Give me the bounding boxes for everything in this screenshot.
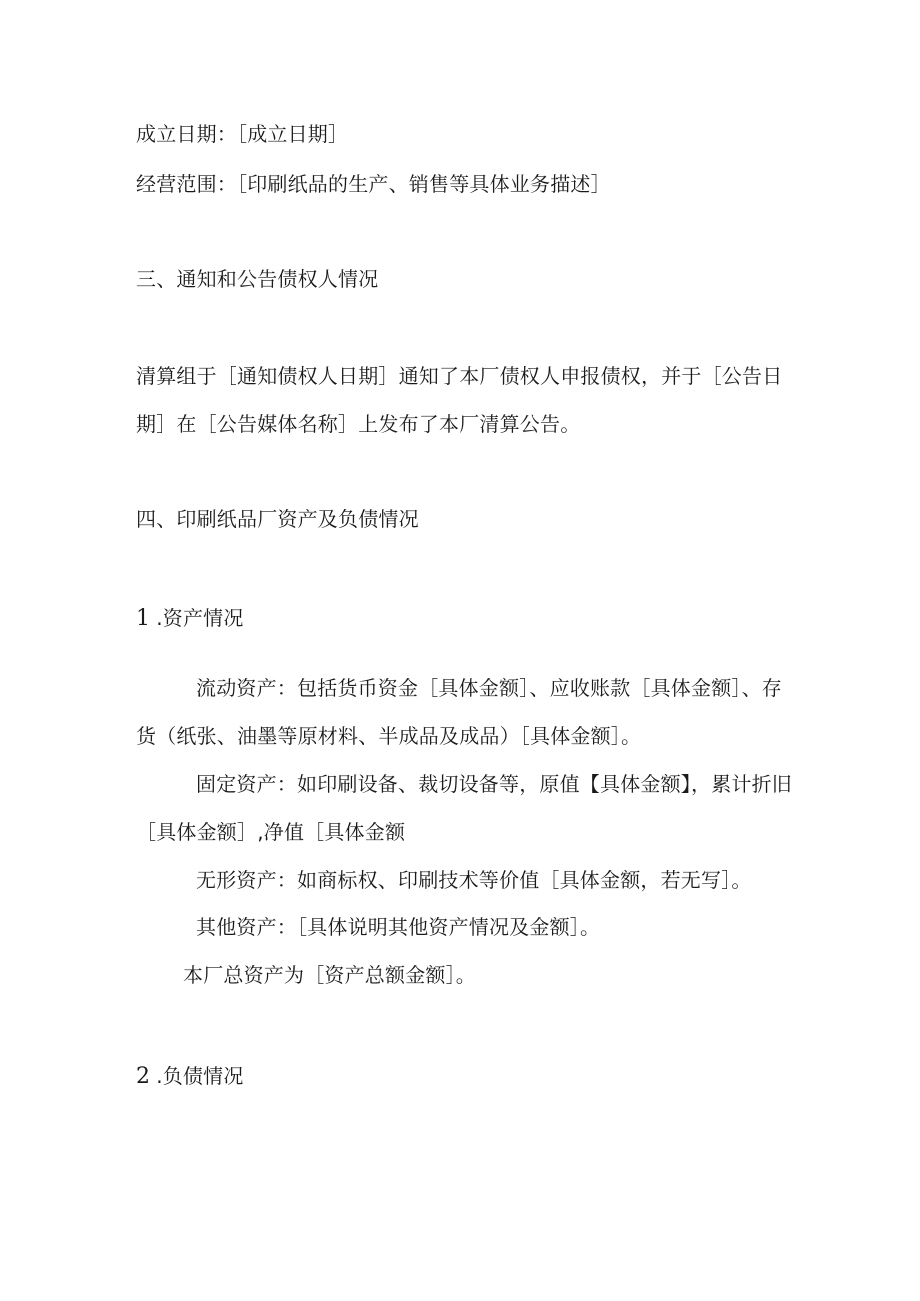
intangible-assets-line: 无形资产：如商标权、印刷技术等价值［具体金额，若无写］。 bbox=[196, 868, 752, 892]
subsection2-number: 2 bbox=[136, 1064, 151, 1089]
assets-block bbox=[136, 664, 796, 856]
section3-heading: 三、通知和公告债权人情况 bbox=[136, 267, 379, 291]
subsection2-title: .负债情况 bbox=[156, 1064, 244, 1088]
total-assets-line: 本厂总资产为［资产总额金额］。 bbox=[183, 963, 476, 987]
established-date-line: 成立日期：［成立日期］ bbox=[136, 122, 349, 146]
subsection1-heading bbox=[136, 604, 244, 633]
fixed-assets-paragraph: 固定资产：如印刷设备、裁切设备等，原值【具体金额】，累计折旧［具体金额］,净值［具体金额 bbox=[136, 772, 792, 844]
other-assets-line: 其他资产：［具体说明其他资产情况及金额］。 bbox=[196, 915, 601, 939]
section4-heading: 四、印刷纸品厂资产及负债情况 bbox=[136, 507, 419, 531]
section3-paragraph-block bbox=[136, 352, 796, 448]
subsection1-number: 1 bbox=[136, 606, 151, 631]
business-scope-line: 经营范围：［印刷纸品的生产、销售等具体业务描述］ bbox=[136, 172, 611, 196]
current-assets-paragraph: 流动资产：包括货币资金［具体金额］、应收账款［具体金额］、存货（纸张、油墨等原材料、半成品及成品）［具体金额］。 bbox=[136, 676, 782, 748]
section3-paragraph: 清算组于［通知债权人日期］通知了本厂债权人申报债权，并于［公告日期］在［公告媒体名称］上发布了本厂清算公告。 bbox=[136, 364, 783, 436]
subsection2-heading bbox=[136, 1062, 244, 1091]
subsection1-title: .资产情况 bbox=[156, 606, 244, 630]
